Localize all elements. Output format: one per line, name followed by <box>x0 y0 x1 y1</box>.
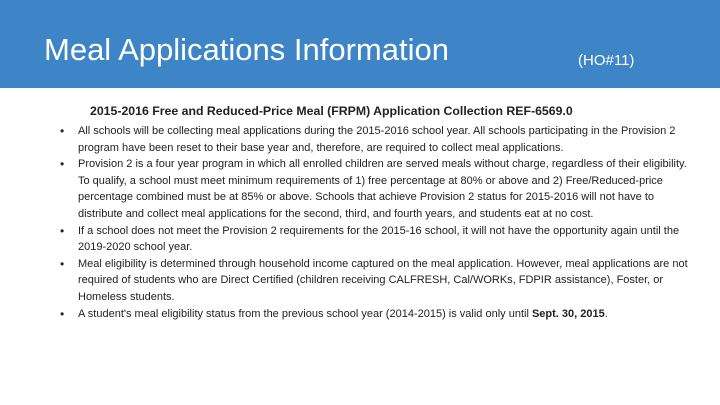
bullet-text: Meal eligibility is determined through household income captured on the meal application. However, meal applications are not required of students who are Direct Certified (children receiving CALFRESH, Cal/WORKs, FDPIR assistance), Foster, or Homeless students. <box>78 257 688 303</box>
bullet-text: Provision 2 is a four year program in which all enrolled children are served meals without charge, regardless of their eligibility. To qualify, a school must meet minimum requirements of 1) free percentage at 80% or above and 2) Free/Reduced-price percentage combined must be at 85% or above. Schools that achieve Provision 2 status for 2015-2016 will not have to distribute and collect meal applications for the second, third, and fourth years, and students eat at no cost. <box>78 158 687 220</box>
bullet-item <box>60 223 700 256</box>
bullet-icon: • <box>60 124 65 138</box>
bullet-item <box>60 156 700 222</box>
bullet-icon: • <box>60 157 65 172</box>
bullet-icon: • <box>60 256 65 271</box>
bullet-item <box>60 306 700 323</box>
bullet-list <box>60 123 700 322</box>
handout-tag: (HO#11) <box>578 52 635 69</box>
bullet-icon: • <box>60 306 65 321</box>
bullet-item <box>60 123 700 156</box>
bullet-icon: • <box>60 223 65 238</box>
bullet-text: All schools will be collecting meal applications during the 2015-2016 school year. All schools participating in the Provision 2 program have been reset to their base year and, therefore, are required to collect meal applications. <box>78 125 676 154</box>
slide-title: Meal Applications Information <box>44 32 449 67</box>
title-banner <box>0 0 720 88</box>
bullet-text: A student's meal eligibility status from the previous school year (2014-2015) is valid only until <box>78 307 532 320</box>
bullet-item <box>60 256 700 306</box>
deadline-date: Sept. 30, 2015 <box>531 307 605 320</box>
bullet-text: If a school does not meet the Provision 2 requirements for the 2015-16 school, it will not have the opportunity again until the 2019-2020 school year. <box>78 224 680 254</box>
section-heading: 2015-2016 Free and Reduced-Price Meal (FRPM) Application Collection REF-6569.0 <box>90 104 573 118</box>
bullet-text-tail: . <box>604 307 608 320</box>
